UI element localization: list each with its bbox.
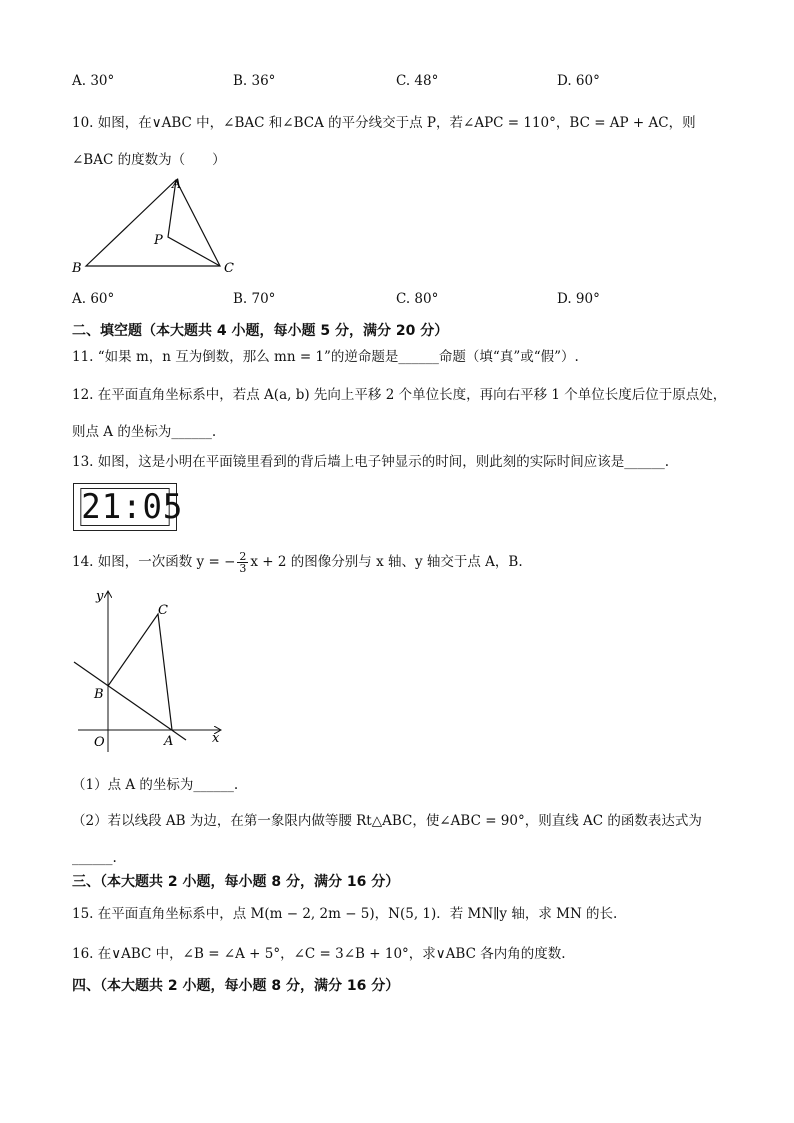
q10-stem-line2: ∠BAC 的度数为（ ） bbox=[72, 152, 226, 168]
q14-frac-num: 2 bbox=[239, 550, 247, 563]
q10-option-a: A. 60° bbox=[72, 291, 115, 307]
section-heading-3: 三、（本大题共 2 小题，每小题 8 分，满分 16 分） bbox=[72, 874, 400, 890]
q14-stem bbox=[72, 551, 523, 574]
axis-label-y: y bbox=[96, 589, 104, 604]
q10-option-b: B. 70° bbox=[233, 291, 276, 307]
q14-coordinate-figure bbox=[66, 582, 236, 754]
q9-option-a: A. 30° bbox=[72, 73, 115, 89]
label-C: C bbox=[158, 603, 168, 618]
q12-line1: 12. 在平面直角坐标系中，若点 A(a, b) 先向上平移 2 个单位长度，再向右平移 1 个单位长度后位于原点处， bbox=[72, 387, 727, 403]
q14-stem-post: x + 2 的图像分别与 x 轴、y 轴交于点 A，B. bbox=[250, 554, 523, 570]
label-B: B bbox=[72, 261, 82, 276]
q14-frac-den: 3 bbox=[239, 562, 247, 575]
label-P: P bbox=[154, 233, 163, 248]
q10-option-c: C. 80° bbox=[396, 291, 439, 307]
clock-display: 21:05 bbox=[81, 487, 184, 527]
section-heading-4: 四、（本大题共 2 小题，每小题 8 分，满分 16 分） bbox=[72, 978, 400, 994]
q10-option-d: D. 90° bbox=[557, 291, 600, 307]
axis-label-x: x bbox=[212, 731, 220, 746]
q10-triangle-figure bbox=[60, 172, 250, 280]
label-A: A bbox=[172, 177, 182, 192]
q9-option-d: D. 60° bbox=[557, 73, 600, 89]
q12-line2: 则点 A 的坐标为______. bbox=[72, 424, 217, 440]
q9-option-c: C. 48° bbox=[396, 73, 439, 89]
label-A: A bbox=[164, 734, 174, 749]
digital-clock bbox=[73, 483, 184, 531]
label-C: C bbox=[224, 261, 234, 276]
q10-stem-line1: 10. 如图，在∨ABC 中，∠BAC 和∠BCA 的平分线交于点 P，若∠APC = 110°，BC = AP + AC，则 bbox=[72, 115, 696, 131]
q15-text: 15. 在平面直角坐标系中，点 M(m − 2, 2m − 5)，N(5, 1)．若 MN∥y 轴，求 MN 的长. bbox=[72, 906, 618, 922]
q14-fraction bbox=[237, 551, 248, 574]
q9-option-b: B. 36° bbox=[233, 73, 276, 89]
q14-stem-pre: 14. 如图，一次函数 y = − bbox=[72, 554, 236, 570]
q14-sub1: （1）点 A 的坐标为______. bbox=[72, 777, 239, 793]
q16-text: 16. 在∨ABC 中，∠B = ∠A + 5°，∠C = 3∠B + 10°，求∨ABC 各内角的度数. bbox=[72, 946, 566, 962]
label-B: B bbox=[94, 687, 104, 702]
q11-text: 11. “如果 m，n 互为倒数，那么 mn = 1”的逆命题是______命题（填“真”或“假”）. bbox=[72, 349, 579, 365]
q14-sub2-blank: ______. bbox=[72, 850, 117, 866]
section-heading-fill-blank: 二、填空题（本大题共 4 小题，每小题 5 分，满分 20 分） bbox=[72, 323, 449, 339]
q13-text: 13. 如图，这是小明在平面镜里看到的背后墙上电子钟显示的时间，则此刻的实际时间应该是______. bbox=[72, 454, 670, 470]
label-O: O bbox=[94, 735, 105, 750]
q14-sub2: （2）若以线段 AB 为边，在第一象限内做等腰 Rt△ABC，使∠ABC = 90°，则直线 AC 的函数表达式为 bbox=[72, 813, 702, 829]
